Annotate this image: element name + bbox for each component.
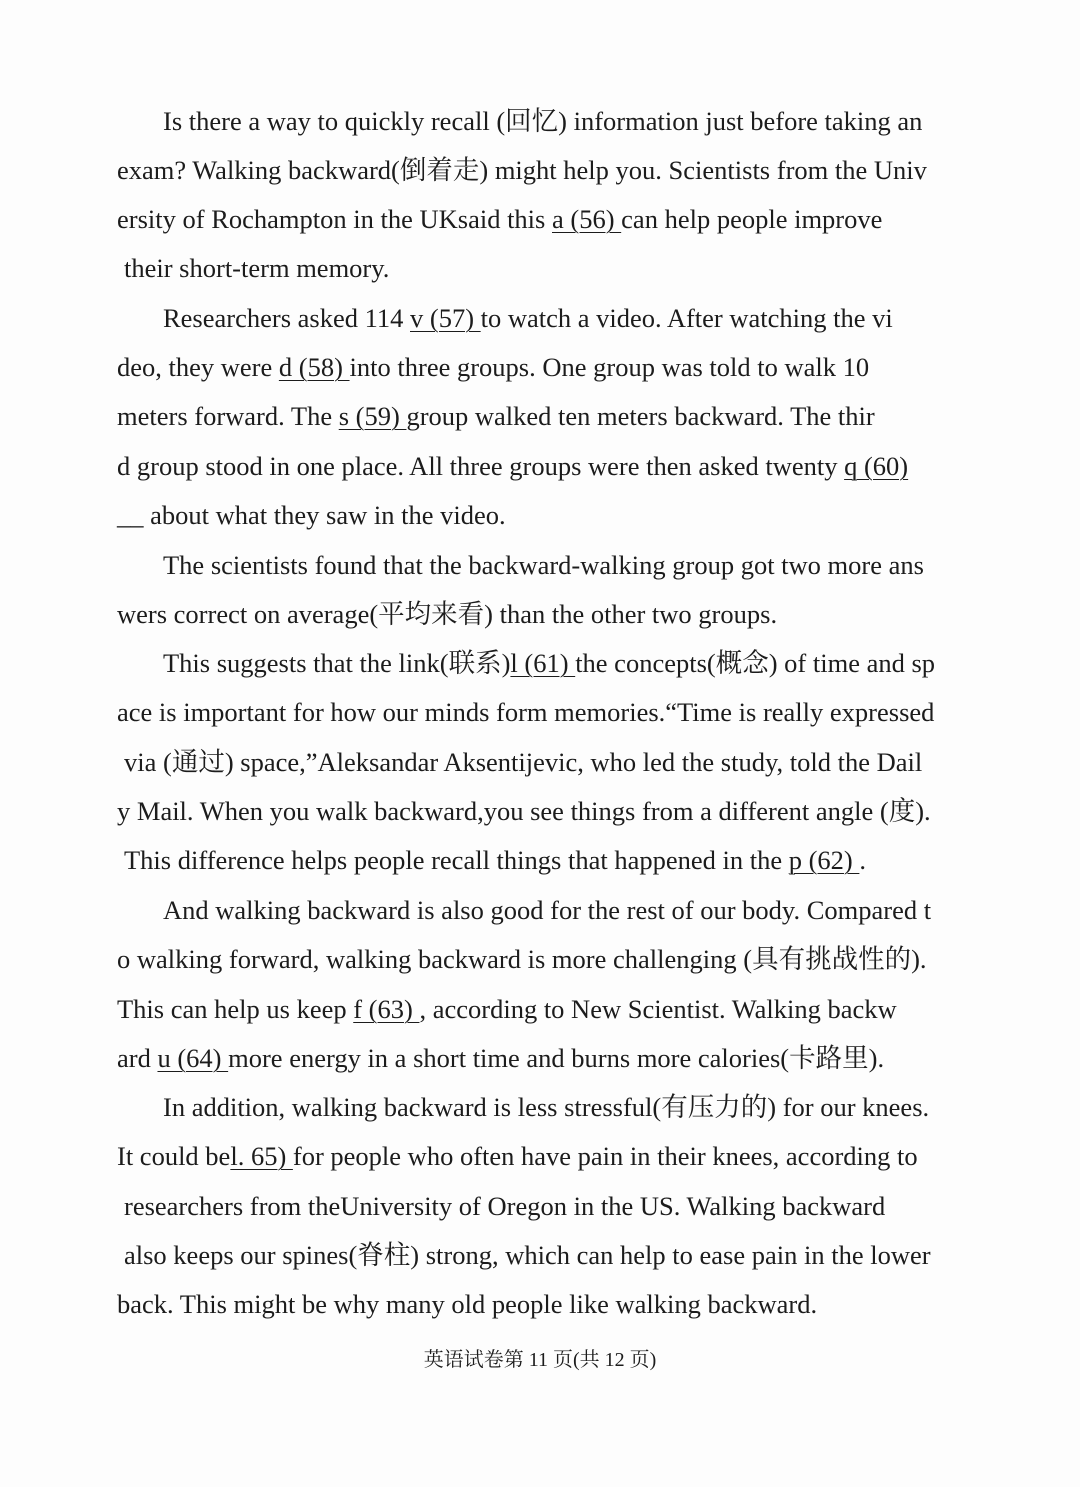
passage-line [124, 745, 922, 779]
line-text: via (通过) space,”Aleksandar Aksentijevic, who led the study, told the Dail [124, 747, 923, 777]
line-text: the concepts(概念) of time and sp [575, 648, 936, 678]
passage-line [117, 399, 875, 433]
passage-line [117, 695, 934, 729]
line-text: wers correct on average(平均来看) than the other two groups. [117, 599, 778, 629]
blank-57: v (57) [410, 303, 481, 333]
line-text: d group stood in one place. All three groups were then asked twenty [117, 451, 845, 481]
passage-line [117, 1139, 918, 1173]
blank-62: p (62) [788, 845, 860, 875]
blank-63: f (63) [353, 994, 420, 1024]
line-text: exam? Walking backward(倒着走) might help you. Scientists from the Univ [117, 155, 927, 185]
passage-line [117, 498, 506, 532]
passage-line [117, 449, 908, 483]
line-text: . [859, 845, 867, 875]
line-text: more energy in a short time and burns more calories(卡路里). [228, 1043, 885, 1073]
line-text: deo, they were [117, 352, 279, 382]
line-text: group walked ten meters backward. The thir [406, 401, 875, 431]
passage-line [163, 1090, 929, 1124]
passage-line [124, 251, 389, 285]
passage-line [117, 1041, 884, 1075]
line-text: o walking forward, walking backward is more challenging (具有挑战性的). [117, 944, 927, 974]
page-footer: 英语试卷第 11 页(共 12 页) [423, 1349, 657, 1371]
passage-line [124, 843, 866, 877]
blank-61: l (61) [510, 648, 576, 678]
passage-line [117, 992, 897, 1026]
passage-line [124, 1189, 885, 1223]
line-text: In addition, walking backward is less stressful(有压力的) for our knees. [163, 1092, 930, 1122]
passage-line [117, 597, 777, 631]
line-text: ard [117, 1043, 158, 1073]
line-text: researchers from theUniversity of Oregon in the US. Walking backward [124, 1191, 886, 1221]
passage-line [124, 1238, 931, 1272]
line-text: their short-term memory. [124, 253, 390, 283]
line-text: The scientists found that the backward-walking group got two more ans [163, 550, 924, 580]
passage-line [117, 1287, 817, 1321]
line-text: And walking backward is also good for the rest of our body. Compared t [163, 895, 932, 925]
passage-line [117, 202, 882, 236]
line-text: It could be [117, 1141, 231, 1171]
line-text: about what they saw in the video. [143, 500, 506, 530]
line-text: , according to New Scientist. Walking backw [419, 994, 897, 1024]
passage-line [163, 548, 924, 582]
line-text: back. This might be why many old people like walking backward. [117, 1289, 818, 1319]
passage-line [163, 893, 931, 927]
passage-line [117, 942, 927, 976]
line-text: ace is important for how our minds form memories.“Time is really expressed [117, 697, 935, 727]
blank-58: d (58) [278, 352, 350, 382]
passage-line [117, 153, 927, 187]
passage-line [163, 301, 893, 335]
blank-56: a (56) [552, 204, 622, 234]
line-text: This suggests that the link(联系) [163, 648, 511, 678]
passage-line [163, 646, 935, 680]
line-text: for people who often have pain in their knees, according to [292, 1141, 918, 1171]
line-text: meters forward. The [117, 401, 339, 431]
passage-line [117, 794, 931, 828]
blank-64: u (64) [157, 1043, 229, 1073]
passage-line [163, 104, 922, 138]
line-text: This can help us keep [117, 994, 354, 1024]
line-text: This difference helps people recall things that happened in the [124, 845, 789, 875]
blank-60-continued: __ [117, 500, 144, 530]
line-text: ersity of Rochampton in the UKsaid this [117, 204, 552, 234]
blank-60: q (60) [844, 451, 909, 481]
line-text: Researchers asked 114 [163, 303, 410, 333]
line-text: y Mail. When you walk backward,you see things from a different angle (度). [117, 796, 931, 826]
blank-65: l. 65) [230, 1141, 293, 1171]
line-text: Is there a way to quickly recall (回忆) information just before taking an [163, 106, 923, 136]
blank-59: s (59) [338, 401, 407, 431]
line-text: to watch a video. After watching the vi [480, 303, 893, 333]
line-text: into three groups. One group was told to walk 10 [349, 352, 870, 382]
passage-line [117, 350, 869, 384]
line-text: also keeps our spines(脊柱) strong, which can help to ease pain in the lower [124, 1240, 931, 1270]
line-text: can help people improve [621, 204, 883, 234]
